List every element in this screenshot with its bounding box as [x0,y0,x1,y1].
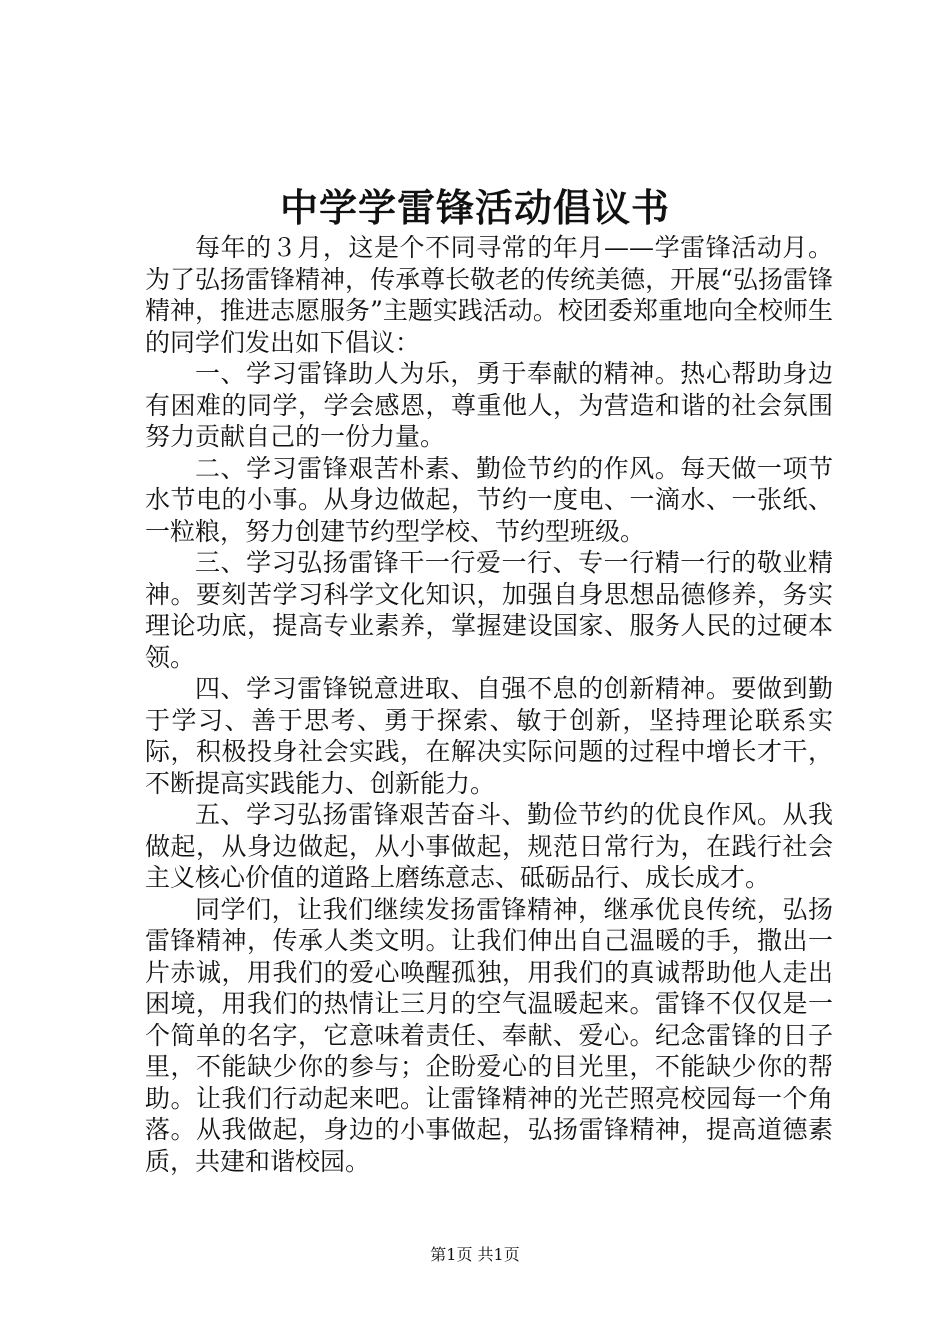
paragraph-item-5: 五、学习弘扬雷锋艰苦奋斗、勤俭节约的优良作风。从我做起，从身边做起，从小事做起，规范日常行为，在践行社会主义核心价值的道路上磨练意志、砥砺品行、成长成才。 [145,800,833,892]
document-title: 中学学雷锋活动倡议书 [279,186,670,230]
paragraph-item-3: 三、学习弘扬雷锋干一行爱一行、专一行精一行的敬业精神。要刻苦学习科学文化知识，加强自身思想品德修养，务实理论功底，提高专业素养，掌握建设国家、服务人民的过硬本领。 [145,548,833,672]
document-body [145,232,833,1177]
paragraph-item-4: 四、学习雷锋锐意进取、自强不息的创新精神。要做到勤于学习、善于思考、勇于探索、敏于创新，坚持理论联系实际，积极投身社会实践，在解决实际问题的过程中增长才干，不断提高实践能力、创新能力。 [145,674,833,798]
page-number-footer: 第1页 共1页 [430,1245,520,1264]
paragraph-item-1: 一、学习雷锋助人为乐，勇于奉献的精神。热心帮助身边有困难的同学，学会感恩，尊重他人，为营造和谐的社会氛围努力贡献自己的一份力量。 [145,359,833,451]
paragraph-item-2: 二、学习雷锋艰苦朴素、勤俭节约的作风。每天做一项节水节电的小事。从身边做起，节约一度电、一滴水、一张纸、一粒粮，努力创建节约型学校、节约型班级。 [145,453,833,546]
paragraph-intro: 每年的３月，这是个不同寻常的年月——学雷锋活动月。为了弘扬雷锋精神，传承尊长敬老的传统美德，开展“弘扬雷锋精神，推进志愿服务”主题实践活动。校团委郑重地向全校师生的同学们发出如下倡议： [145,233,833,357]
paragraph-closing: 同学们，让我们继续发扬雷锋精神，继承优良传统，弘扬雷锋精神，传承人类文明。让我们伸出自己温暖的手，撒出一片赤诚，用我们的爱心唤醒孤独，用我们的真诚帮助他人走出困境，用我们的热情让三月的空气温暖起来。雷锋不仅仅是一个简单的名字，它意味着责任、奉献、爱心。纪念雷锋的日子里，不能缺少你的参与；企盼爱心的目光里，不能缺少你的帮助。让我们行动起来吧。让雷锋精神的光芒照亮校园每一个角落。从我做起，身边的小事做起，弘扬雷锋精神，提高道德素质，共建和谐校园。 [145,894,833,1176]
